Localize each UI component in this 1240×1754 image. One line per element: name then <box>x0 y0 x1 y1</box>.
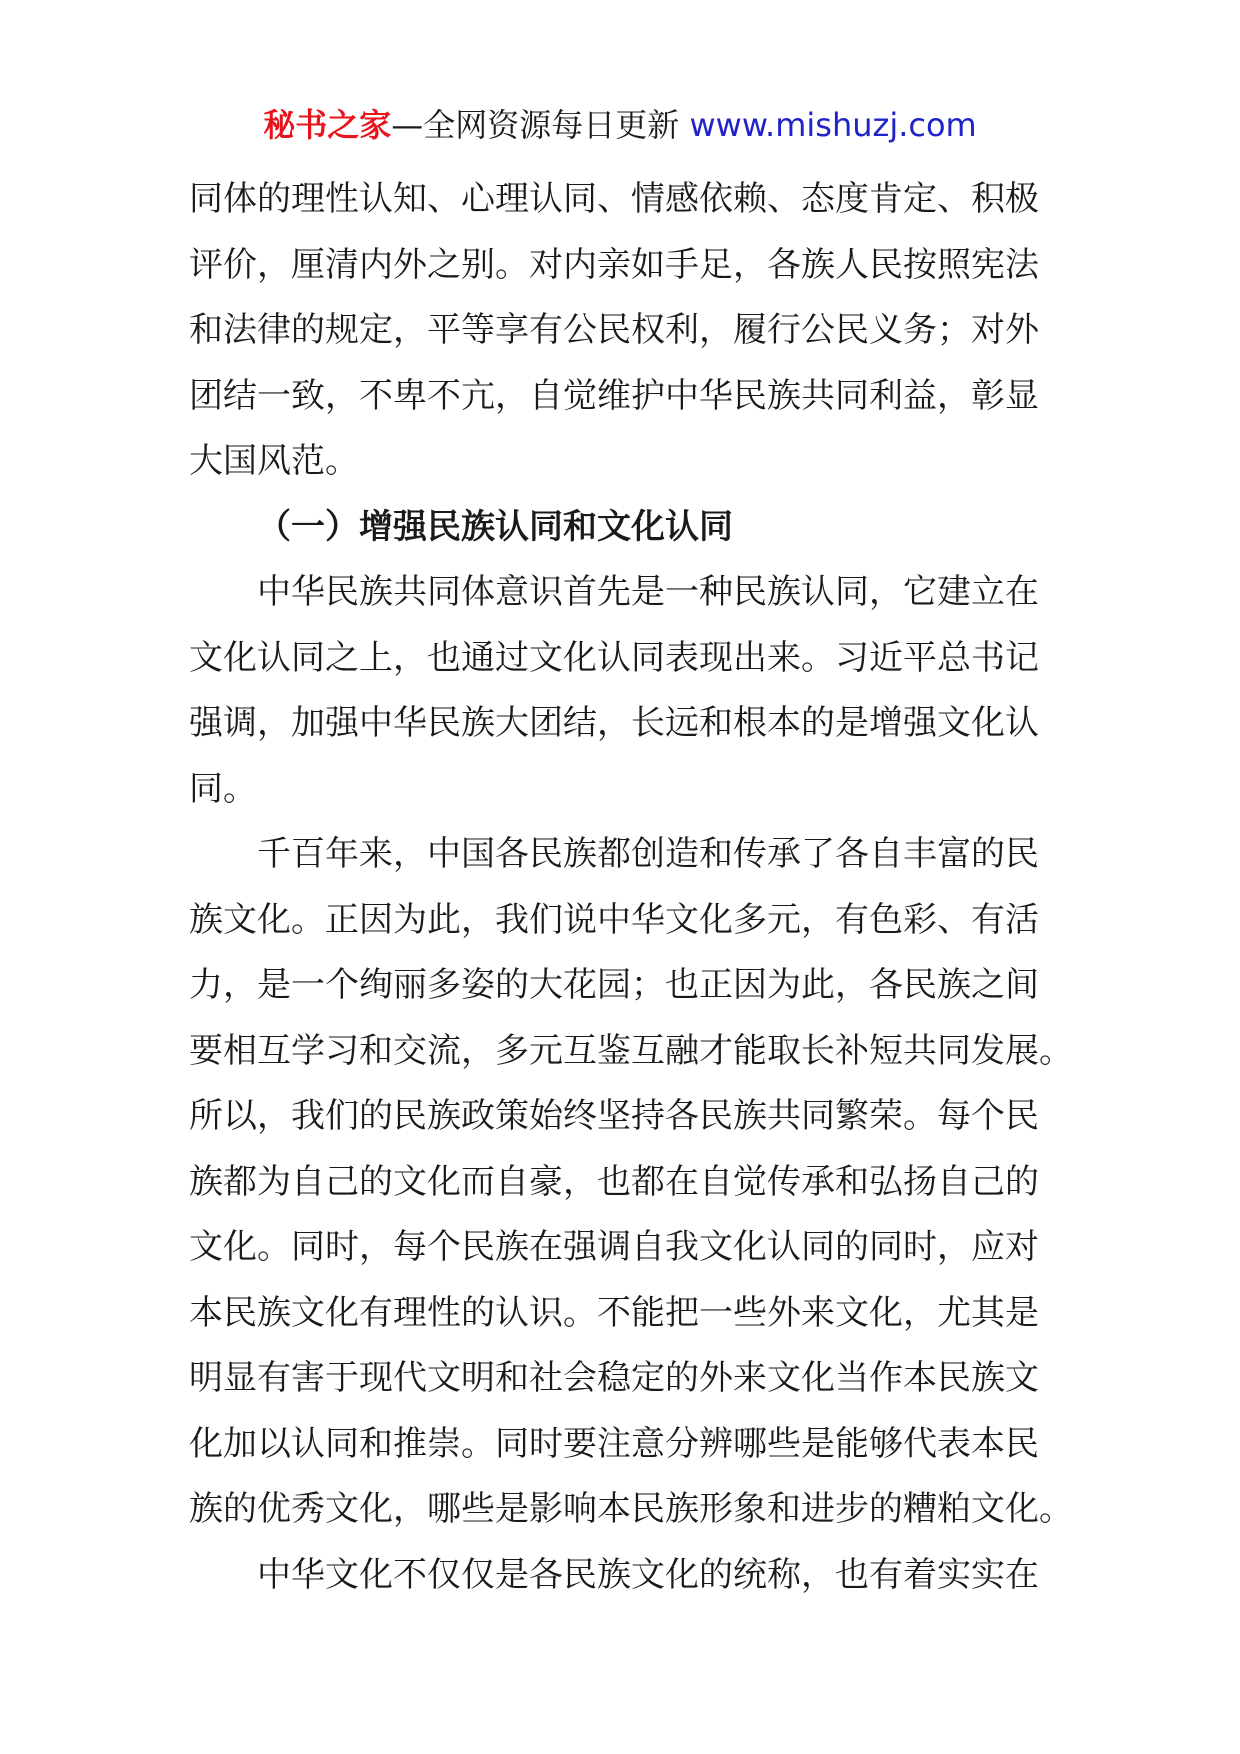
paragraph-line: 力，是一个绚丽多姿的大花园；也正因为此，各民族之间 <box>189 965 1039 1005</box>
paragraph-line: 强调，加强中华民族大团结，长远和根本的是增强文化认 <box>189 703 1039 743</box>
site-watermark-header <box>0 100 1240 150</box>
document-body <box>189 167 1073 1608</box>
paragraph-line: 团结一致，不卑不亢，自觉维护中华民族共同利益，彰显 <box>189 375 1039 416</box>
paragraph-line: 明显有害于现代文明和社会稳定的外来文化当作本民族文 <box>189 1358 1039 1398</box>
paragraph-line: 大国风范。 <box>189 441 359 481</box>
paragraph-line: 族文化。正因为此，我们说中华文化多元，有色彩、有活 <box>189 899 1039 940</box>
paragraph-line: 同体的理性认知、心理认同、情感依赖、态度肯定、积极 <box>189 179 1039 219</box>
site-url: www.mishuzj.com <box>689 106 977 144</box>
paragraph-line: 和法律的规定，平等享有公民权利，履行公民义务；对外 <box>189 310 1039 350</box>
paragraph-line: 化加以认同和推崇。同时要注意分辨哪些是能够代表本民 <box>189 1423 1039 1464</box>
section-heading: （一）增强民族认同和文化认同 <box>257 506 733 547</box>
paragraph-line: 族都为自己的文化而自豪，也都在自觉传承和弘扬自己的 <box>189 1161 1039 1202</box>
paragraph-line: 千百年来，中国各民族都创造和传承了各自丰富的民 <box>257 834 1039 874</box>
paragraph-line: 中华民族共同体意识首先是一种民族认同，它建立在 <box>257 572 1039 612</box>
paragraph-line: 评价，厘清内外之别。对内亲如手足，各族人民按照宪法 <box>189 244 1039 285</box>
paragraph-line: 要相互学习和交流，多元互鉴互融才能取长补短共同发展。 <box>189 1030 1073 1071</box>
paragraph-line: 中华文化不仅仅是各民族文化的统称，也有着实实在 <box>257 1554 1039 1595</box>
paragraph-line: 本民族文化有理性的认识。不能把一些外来文化，尤其是 <box>189 1292 1039 1333</box>
paragraph-line: 同。 <box>189 768 257 809</box>
paragraph-line: 文化认同之上，也通过文化认同表现出来。习近平总书记 <box>189 637 1039 678</box>
site-slogan: —全网资源每日更新 <box>391 106 690 144</box>
paragraph-line: 文化。同时，每个民族在强调自我文化认同的同时，应对 <box>189 1227 1039 1267</box>
site-brand: 秘书之家 <box>263 106 392 144</box>
paragraph-line: 族的优秀文化，哪些是影响本民族形象和进步的糟粕文化。 <box>189 1489 1073 1529</box>
paragraph-line: 所以，我们的民族政策始终坚持各民族共同繁荣。每个民 <box>189 1096 1039 1136</box>
